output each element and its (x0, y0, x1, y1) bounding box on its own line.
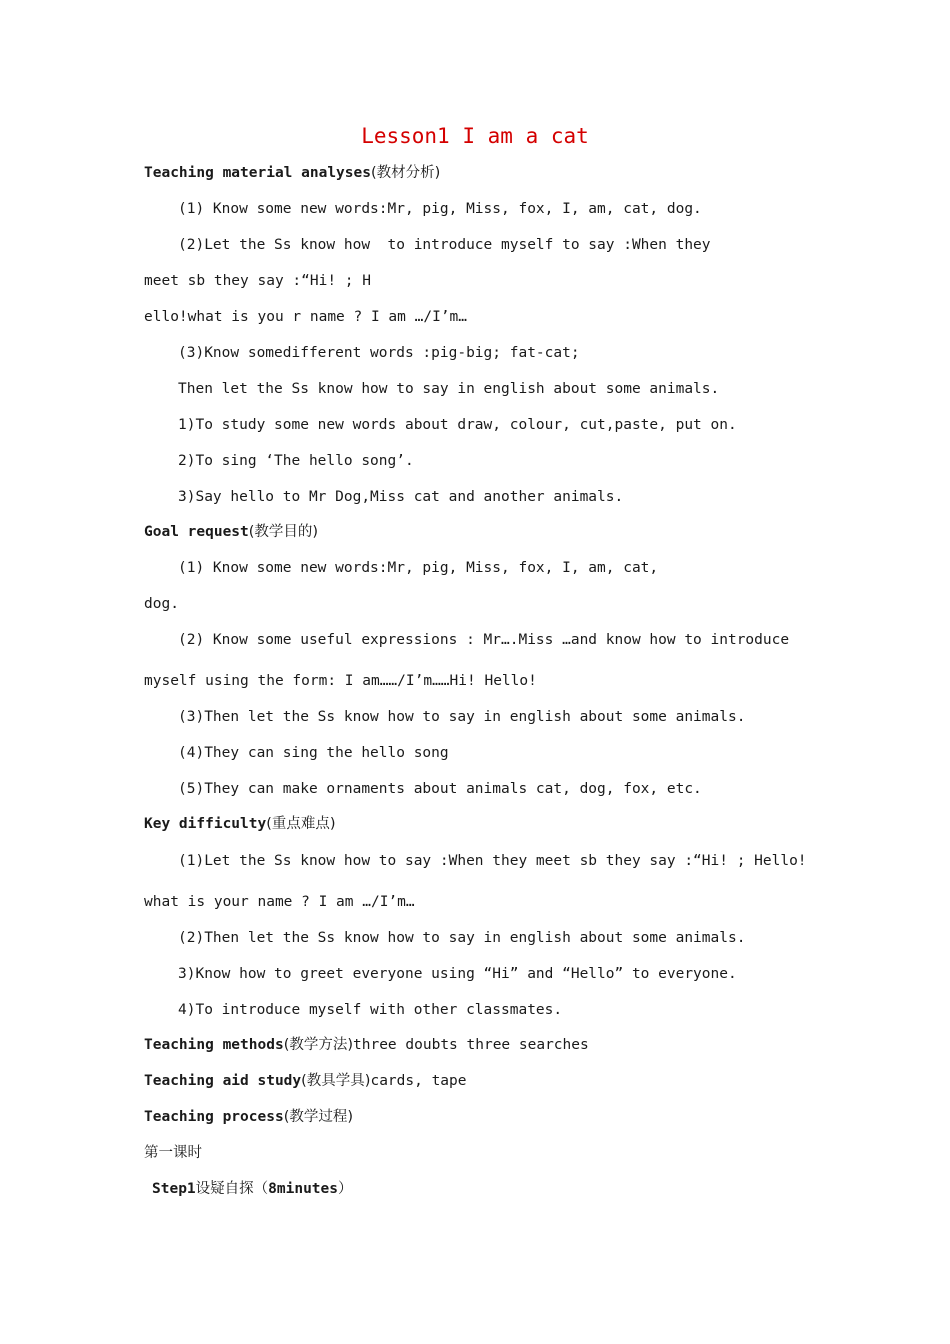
heading-analyses-text: Teaching material analyses (144, 165, 371, 181)
analyses-line-1: (1) Know some new words:Mr, pig, Miss, fox, I, am, cat, dog. (178, 201, 702, 217)
step1-label: Step1 (152, 1181, 196, 1197)
heading-analyses-cn: (教材分析) (370, 165, 441, 181)
heading-difficulty-text: Key difficulty (144, 816, 267, 832)
difficulty-line-2: what is your name ? I am …/I’m… (144, 894, 415, 910)
step1-close: ） (338, 1181, 353, 1197)
heading-methods (144, 1036, 589, 1054)
aid-value: cards, tape (370, 1073, 467, 1089)
goal-line-3 (178, 631, 802, 649)
goal-line-1: (1) Know some new words:Mr, pig, Miss, fox, I, am, cat, (178, 560, 659, 576)
heading-analyses (144, 164, 440, 182)
analyses-line-4: ello!what is you r name ? I am …/I’m… (144, 309, 468, 325)
heading-goal-cn: (教学目的) (248, 524, 319, 540)
analyses-line-8: 2)To sing ‘The hello song’. (178, 453, 414, 469)
difficulty-line-3: (2)Then let the Ss know how to say in english about some animals. (178, 930, 746, 946)
heading-aid-cn: (教具学具) (301, 1073, 371, 1089)
goal-line-3-text: (2) Know some useful expressions : Mr….Miss …and know how to introduce (178, 632, 790, 648)
methods-value: three doubts three searches (353, 1037, 589, 1053)
goal-line-5: (3)Then let the Ss know how to say in english about some animals. (178, 709, 746, 725)
goal-line-2: dog. (144, 596, 179, 612)
heading-process (144, 1108, 353, 1126)
heading-goal-text: Goal request (144, 524, 249, 540)
step1-time: 8minutes (268, 1181, 338, 1197)
heading-difficulty-cn: (重点难点) (266, 816, 336, 832)
heading-process-cn: (教学过程) (283, 1109, 354, 1125)
step1-cn: 设疑自探（ (195, 1181, 269, 1197)
heading-methods-text: Teaching methods (144, 1037, 284, 1053)
difficulty-line-1: (1)Let the Ss know how to say :When they meet sb they say :“Hi! ; Hello! (178, 853, 807, 869)
analyses-line-7: 1)To study some new words about draw, colour, cut,paste, put on. (178, 417, 737, 433)
heading-methods-cn: (教学方法) (283, 1037, 354, 1053)
difficulty-line-5: 4)To introduce myself with other classmates. (178, 1002, 563, 1018)
heading-difficulty (144, 815, 336, 833)
heading-process-text: Teaching process (144, 1109, 284, 1125)
heading-aid-text: Teaching aid study (144, 1073, 302, 1089)
analyses-line-2: (2)Let the Ss know how to introduce myself to say :When they (178, 237, 711, 253)
period-label: 第一课时 (144, 1145, 202, 1161)
analyses-line-6: Then let the Ss know how to say in english about some animals. (178, 381, 720, 397)
goal-line-7: (5)They can make ornaments about animals cat, dog, fox, etc. (178, 781, 702, 797)
goal-line-4: myself using the form: I am……/I’m……Hi! Hello! (144, 673, 537, 689)
heading-goal (144, 523, 318, 541)
lesson-title: Lesson1 I am a cat (361, 124, 589, 148)
step1-heading (152, 1180, 353, 1198)
analyses-line-5: (3)Know somedifferent words :pig-big; fat-cat; (178, 345, 580, 361)
difficulty-line-4: 3)Know how to greet everyone using “Hi” and “Hello” to everyone. (178, 966, 737, 982)
goal-line-6: (4)They can sing the hello song (178, 745, 449, 761)
analyses-line-3: meet sb they say :“Hi! ; H (144, 273, 371, 289)
analyses-line-9: 3)Say hello to Mr Dog,Miss cat and another animals. (178, 489, 624, 505)
heading-aid (144, 1072, 467, 1090)
